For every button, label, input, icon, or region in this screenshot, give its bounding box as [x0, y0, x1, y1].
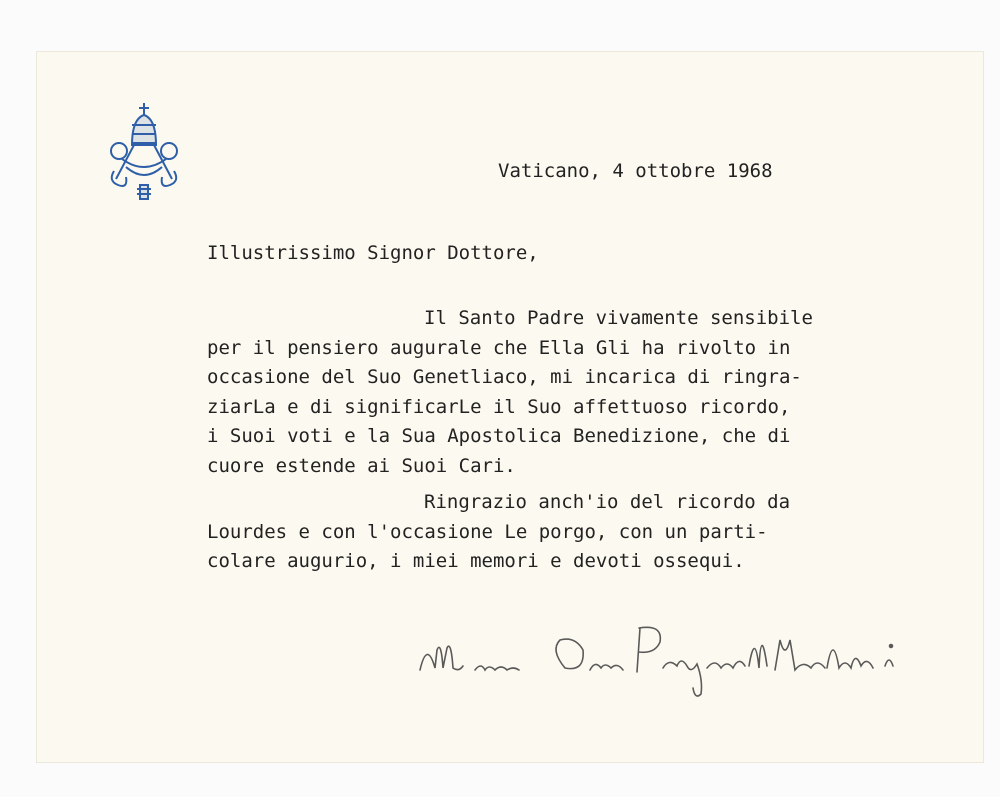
letter-date: Vaticano, 4 ottobre 1968: [498, 160, 773, 182]
papal-crest-icon: [104, 101, 184, 201]
body-line: cuore estende ai Suoi Cari.: [207, 454, 516, 477]
letter-body: [207, 304, 947, 577]
body-line: Lourdes e con l'occasione Le porgo, con un parti-: [207, 520, 768, 543]
letter-card: [37, 52, 983, 762]
handwritten-signature: [415, 610, 915, 700]
body-line: Ringrazio anch'io del ricordo da: [424, 491, 791, 513]
body-line: Il Santo Padre vivamente sensibile: [424, 307, 813, 329]
body-line: occasione del Suo Genetliaco, mi incarica di ringra-: [207, 366, 802, 388]
body-line: per il pensiero augurale che Ella Gli ha rivolto in: [207, 336, 791, 359]
body-line: ziarLa e di significarLe il Suo affettuoso ricordo,: [207, 395, 791, 418]
body-line: i Suoi voti e la Sua Apostolica Benedizione, che di: [207, 425, 791, 447]
salutation: Illustrissimo Signor Dottore,: [207, 242, 539, 264]
body-line: colare augurio, i miei memori e devoti ossequi.: [207, 550, 745, 572]
